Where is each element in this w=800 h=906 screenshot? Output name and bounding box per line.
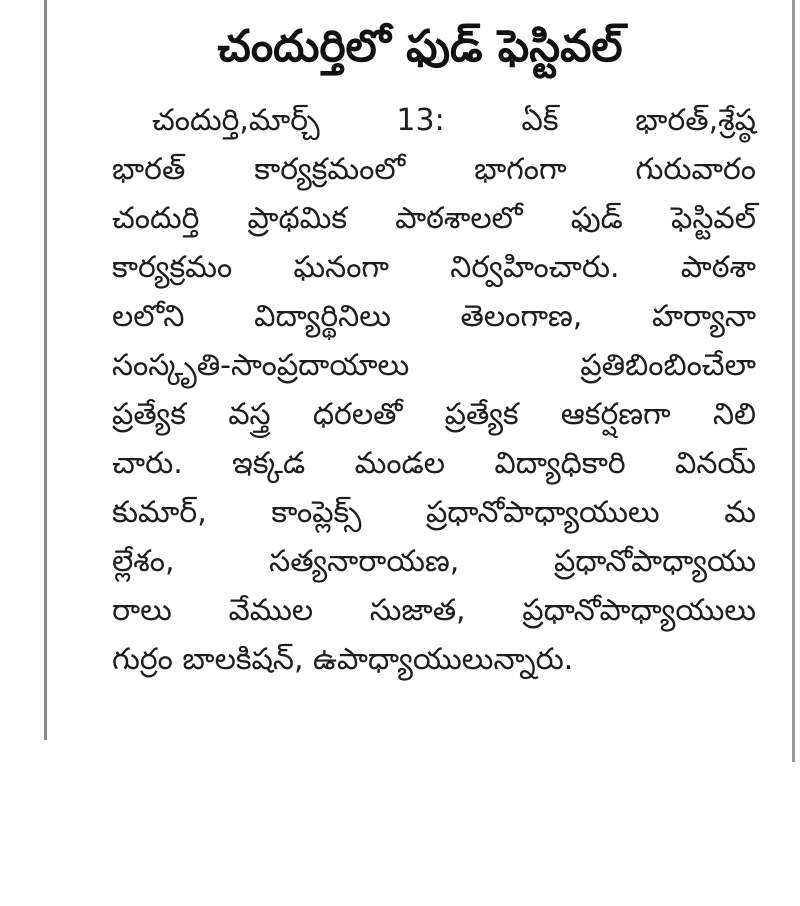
article-line: ల్లేశం, సత్యనారాయణ, ప్రధానోపాధ్యాయు bbox=[112, 544, 756, 579]
article-line: కార్యక్రమం ఘనంగా నిర్వహించారు. పాఠశా bbox=[112, 250, 756, 285]
column-rule-left bbox=[44, 0, 47, 740]
article-line: చందుర్తి,మార్చ్ 13: ఏక్ భారత్,శ్రేష్ఠ bbox=[152, 103, 756, 138]
article-body bbox=[112, 96, 756, 684]
article-line: చందుర్తి ప్రాథమిక పాఠశాలలో ఫుడ్ ఫెస్టివల్ bbox=[112, 201, 756, 236]
article-line: కుమార్, కాంప్లెక్స్ ప్రధానోపాధ్యాయులు మ bbox=[112, 495, 756, 530]
column-rule-right bbox=[792, 0, 795, 762]
article-line: ప్రత్యేక వస్త్ర ధరలతో ప్రత్యేక ఆకర్షణగా నిలి bbox=[112, 397, 756, 432]
article-line: గుర్రం బాలకిషన్, ఉపాధ్యాయులున్నారు. bbox=[112, 642, 574, 677]
article-line: సంస్కృతి-సాంప్రదాయాలు ప్రతిబింబించేలా bbox=[112, 348, 756, 383]
article-line: చారు. ఇక్కడ మండల విద్యాధికారి వినయ్ bbox=[112, 446, 756, 481]
article-line: లలోని విద్యార్థినిలు తెలంగాణ, హర్యానా bbox=[112, 299, 756, 334]
article-headline: చందుర్తిలో ఫుడ్ ఫెస్టివల్ bbox=[217, 21, 623, 72]
article-line: రాలు వేముల సుజాత, ప్రధానోపాధ్యాయులు bbox=[112, 593, 756, 628]
article-line: భారత్ కార్యక్రమంలో భాగంగా గురువారం bbox=[112, 152, 756, 187]
